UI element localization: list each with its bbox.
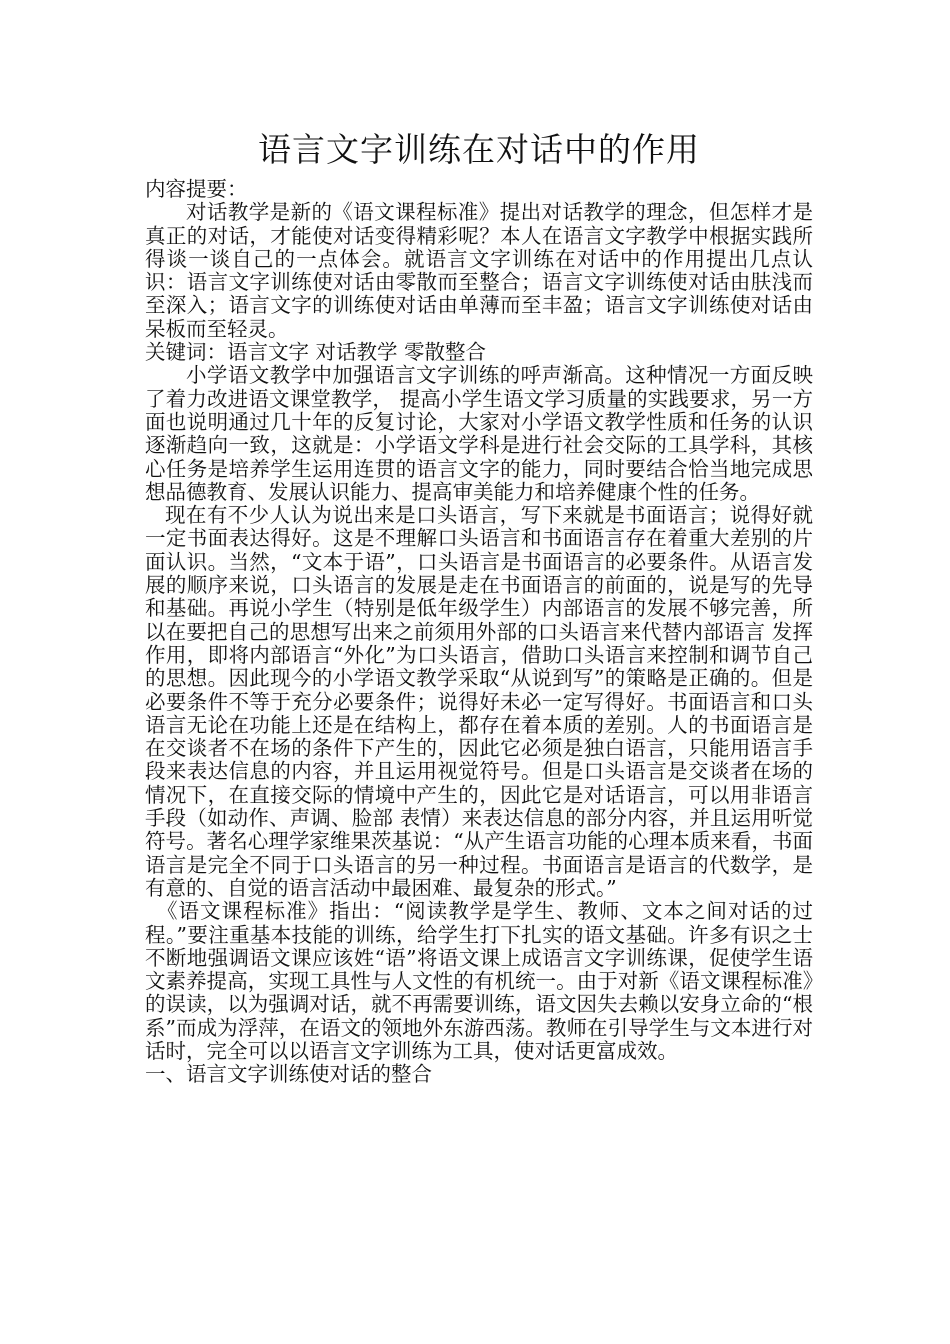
document-title: 语言文字训练在对话中的作用	[258, 130, 700, 169]
section-heading: 一、语言文字训练使对话的整合	[145, 1062, 432, 1087]
abstract-label: 内容提要：	[145, 177, 248, 201]
body-paragraph-1: 小学语文教学中加强语言文字训练的呼声渐高。这种情况一方面反映了着力改进语文课堂教学， 提高小学生语文学习质量的实践要求，另一方面也说明通过几十年的反复讨论，大家对小学语文教学性质和任务的认识逐渐趋向一致，这就是：小学语文学科是进行社会交际的工具学科，其核心任务是培养学生运用连贯的语言文字的能力，同时要结合恰当地完成思想品德教育、发展认识能力、提高审美能力和培养健康个性的任务。	[145, 363, 813, 504]
body-paragraph-3: 《语文课程标准》指出：“阅读教学是学生、教师、文本之间对话的过程。”要注重基本技能的训练，给学生打下扎实的语文基础。许多有识之士不断地强调语文课应该姓“语”将语文课上成语言文字训练课，促使学生语文素养提高，实现工具性与人文性的有机统一。由于对新《语文课程标准》的误读，以为强调对话，就不再需要训练，语文因失去赖以安身立命的“根系”而成为浮萍，在语文的领地外东游西荡。教师在引导学生与文本进行对话时，完全可以以语言文字训练为工具，使对话更富成效。	[145, 899, 813, 1063]
body-paragraph-2: 现在有不少人认为说出来是口头语言，写下来就是书面语言；说得好就一定书面表达得好。这是不理解口头语言和书面语言存在着重大差别的片面认识。当然，“文本于语”，口头语言是书面语言的必要条件。从语言发展的顺序来说，口头语言的发展是走在书面语言的前面的，说是写的先导和基础。再说小学生（特别是低年级学生）内部语言的发展不够完善，所以在要把自己的思想写出来之前须用外部的口头语言来代替内部语言 发挥作用，即将内部语言“外化”为口头语言，借助口头语言来控制和调节自己的思想。因此现今的小学语文教学采取“从说到写”的策略是正确的。但是必要条件不等于充分必要条件；说得好未必一定写得好。书面语言和口头语言无论在功能上还是在结构上，都存在着本质的差别。人的书面语言是在交谈者不在场的条件下产生的，因此它必须是独白语言，只能用语言手段来表达信息的内容，并且运用视觉符号。但是口头语言是交谈者在场的情况下，在直接交际的情境中产生的，因此它是对话语言，可以用非语言手段（如动作、声调、脸部 表情）来表达信息的部分内容，并且运用听觉符号。著名心理学家维果茨基说：“从产生语言功能的心理本质来看，书面语言是完全不同于口头语言的另一种过程。书面语言是语言的代数学，是有意的、自觉的语言活动中最困难、最复杂的形式。”	[145, 503, 813, 900]
abstract-paragraph: 对话教学是新的《语文课程标准》提出对话教学的理念，但怎样才是真正的对话，才能使对话变得精彩呢？本人在语言文字教学中根据实践所得谈一谈自己的一点体会。就语言文字训练在对话中的作用提出几点认识：语言文字训练使对话由零散而至整合；语言文字训练使对话由肤浅而至深入；语言文字的训练使对话由单薄而至丰盈；语言文字训练使对话由呆板而至轻灵。	[145, 200, 813, 341]
keywords-line: 关键词：语言文字 对话教学 零散整合	[145, 340, 487, 365]
document-page	[145, 128, 813, 1087]
